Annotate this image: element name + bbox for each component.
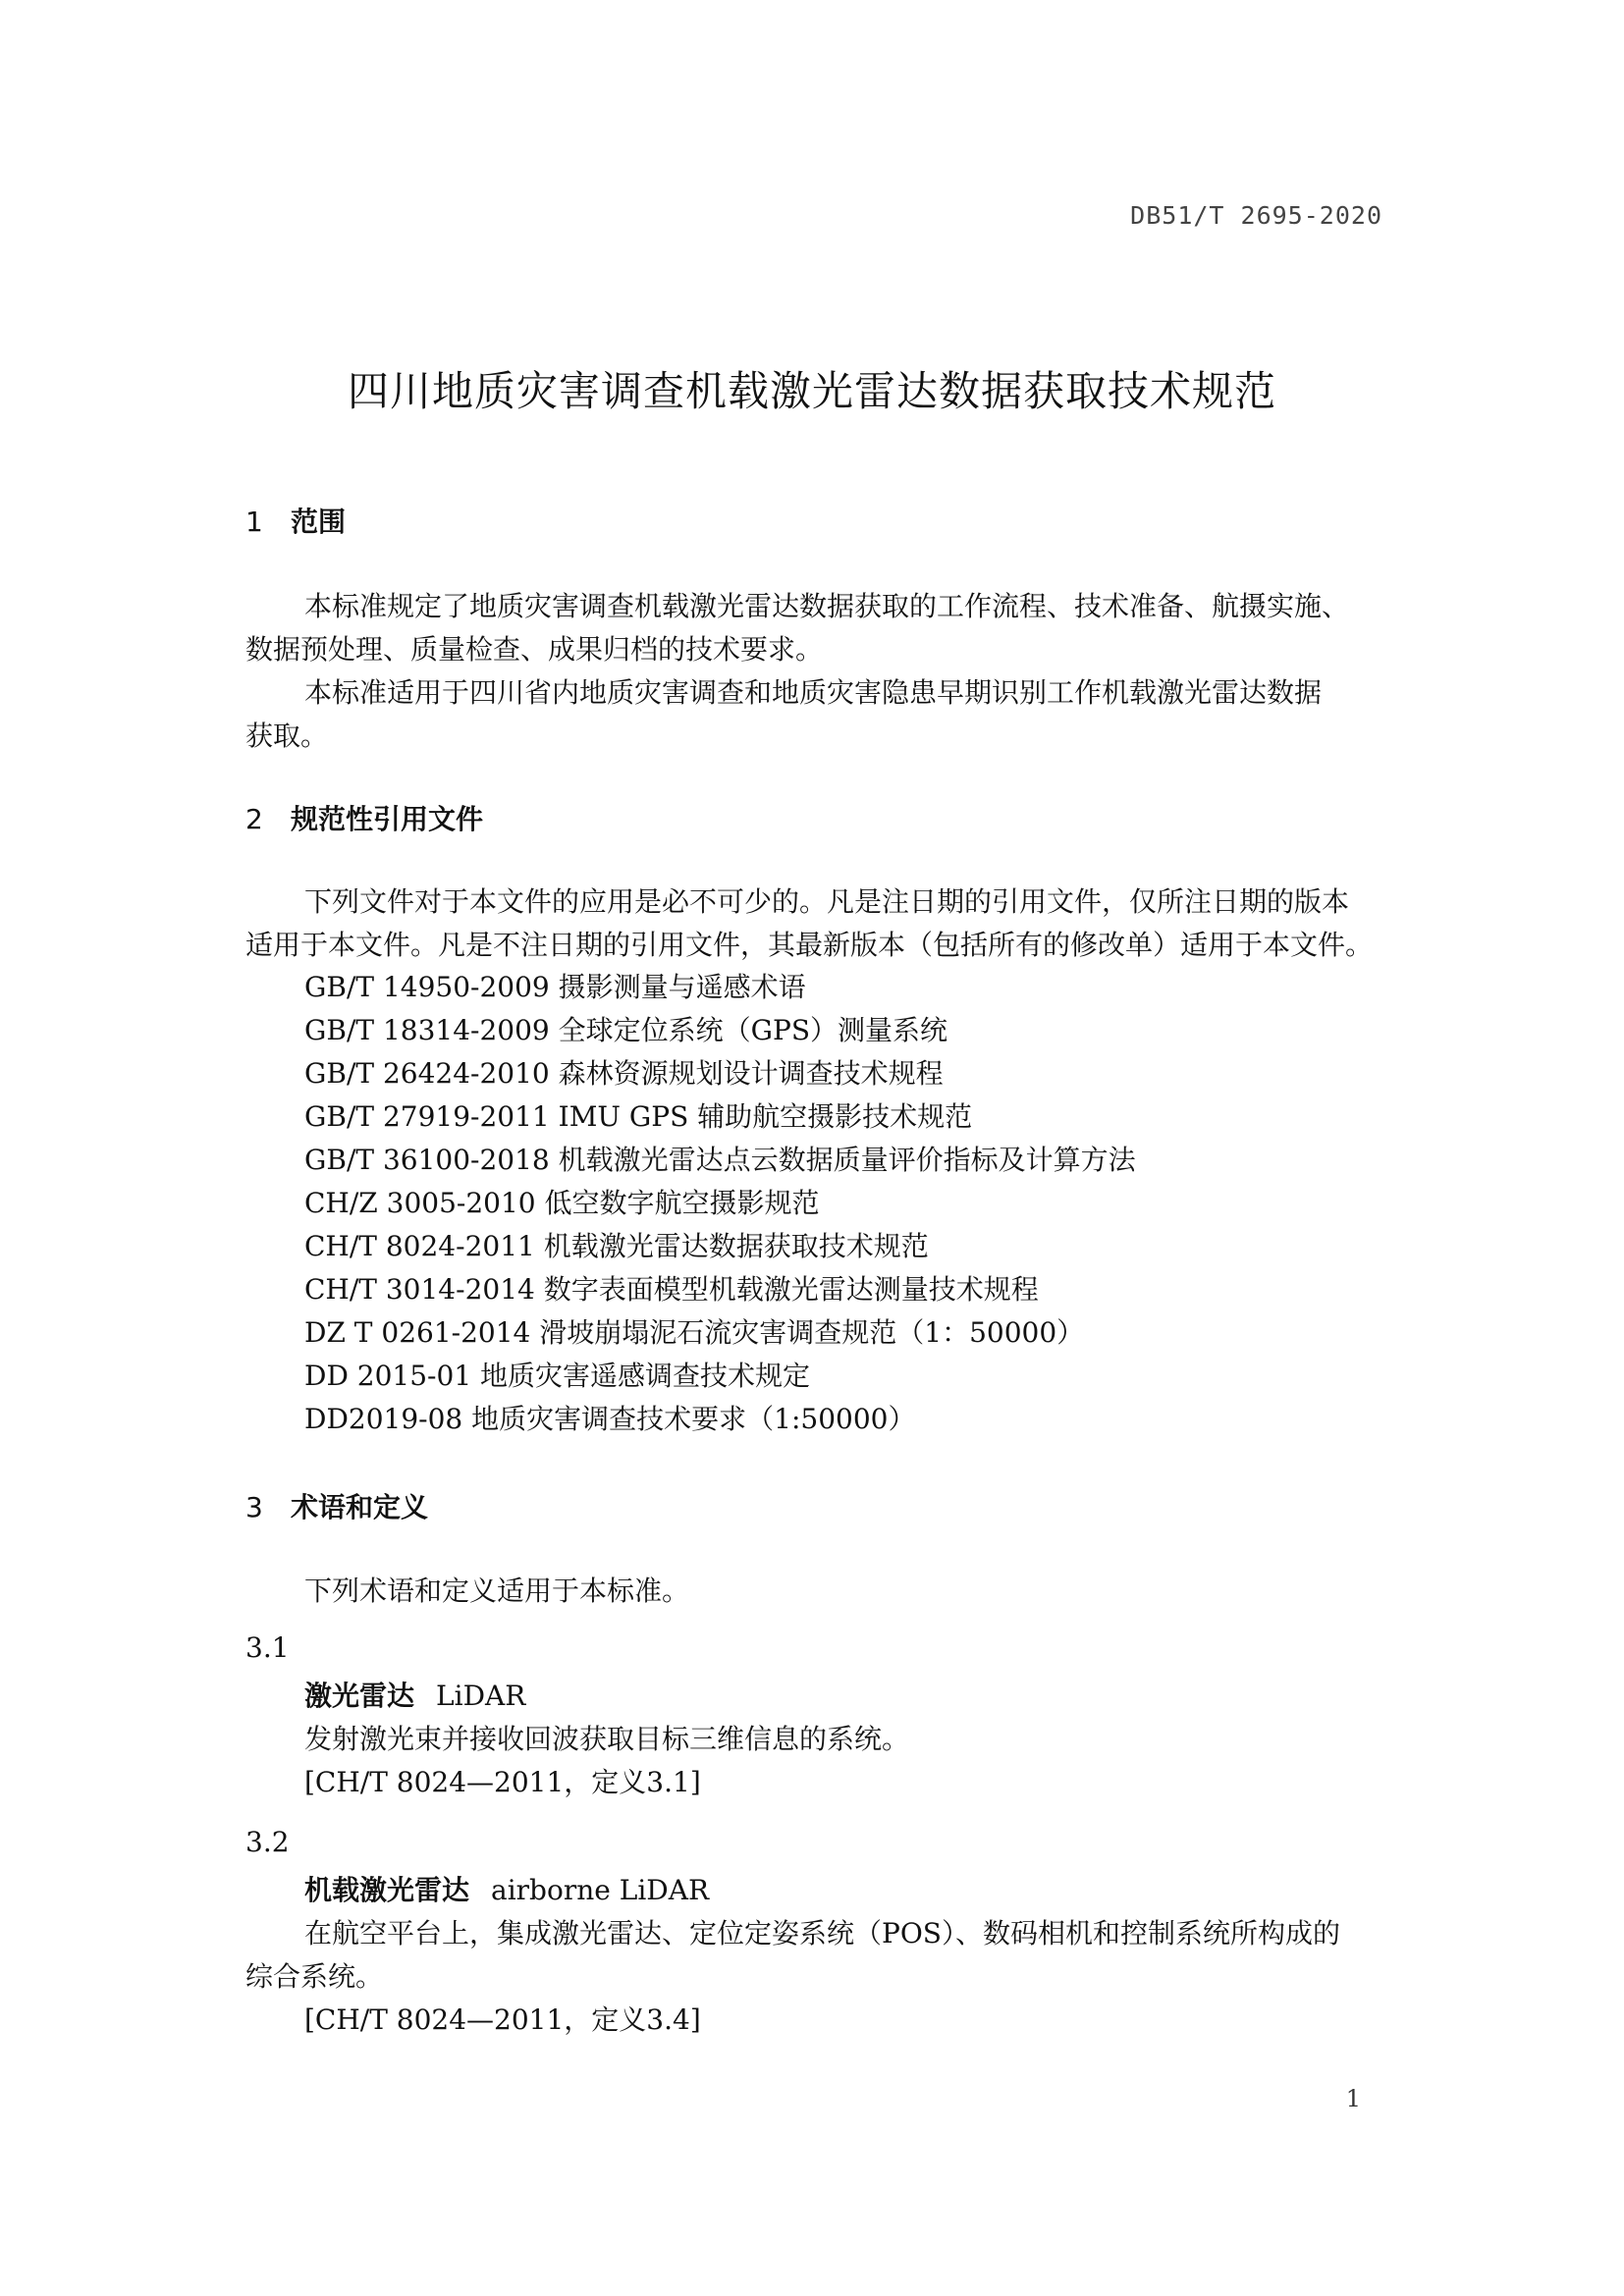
term-heading bbox=[304, 1869, 709, 1908]
section-title: 范围 bbox=[291, 506, 347, 538]
reference-item: DZ T 0261-2014 滑坡崩塌泥石流灾害调查规范（1：50000） bbox=[304, 1316, 1085, 1349]
page-number: 1 bbox=[1345, 2085, 1361, 2112]
paragraph-line: 数据预处理、质量检查、成果归档的技术要求。 bbox=[245, 633, 824, 666]
reference-item: GB/T 14950-2009 摄影测量与遥感术语 bbox=[304, 971, 806, 1003]
term-english: LiDAR bbox=[436, 1680, 526, 1712]
reference-item: GB/T 36100-2018 机载激光雷达点云数据质量评价指标及计算方法 bbox=[304, 1144, 1136, 1176]
term-definition-continued: 综合系统。 bbox=[245, 1960, 384, 1993]
term-chinese: 激光雷达 bbox=[304, 1680, 415, 1712]
term-source: [CH/T 8024—2011，定义3.4] bbox=[304, 2003, 701, 2036]
reference-item: GB/T 27919-2011 IMU GPS 辅助航空摄影技术规范 bbox=[304, 1100, 973, 1133]
term-heading bbox=[304, 1675, 525, 1714]
paragraph-line: 本标准适用于四川省内地质灾害调查和地质灾害隐患早期识别工作机载激光雷达数据 bbox=[304, 676, 1323, 709]
paragraph-line: 获取。 bbox=[245, 720, 329, 752]
reference-item: GB/T 26424-2010 森林资源规划设计调查技术规程 bbox=[304, 1057, 944, 1090]
term-definition: 发射激光束并接收回波获取目标三维信息的系统。 bbox=[304, 1723, 910, 1755]
paragraph-line: 适用于本文件。凡是不注日期的引用文件，其最新版本（包括所有的修改单）适用于本文件。 bbox=[245, 929, 1374, 961]
document-code: DB51/T 2695-2020 bbox=[1130, 201, 1382, 230]
section-number: 1 bbox=[245, 506, 263, 538]
paragraph-line: 下列文件对于本文件的应用是必不可少的。凡是注日期的引用文件，仅所注日期的版本 bbox=[304, 885, 1350, 918]
reference-item: CH/T 3014-2014 数字表面模型机载激光雷达测量技术规程 bbox=[304, 1273, 1039, 1306]
reference-item: DD2019-08 地质灾害调查技术要求（1:50000） bbox=[304, 1403, 916, 1435]
section-3-heading bbox=[245, 1486, 428, 1525]
section-number: 2 bbox=[245, 803, 263, 835]
normative-references-list bbox=[304, 966, 1136, 1441]
document-title: 四川地质灾害调查机载激光雷达数据获取技术规范 bbox=[347, 367, 1276, 415]
term-english: airborne LiDAR bbox=[491, 1874, 710, 1906]
reference-item: GB/T 18314-2009 全球定位系统（GPS）测量系统 bbox=[304, 1014, 948, 1046]
reference-item: DD 2015-01 地质灾害遥感调查技术规定 bbox=[304, 1360, 811, 1392]
term-number: 3.2 bbox=[245, 1826, 290, 1858]
paragraph-line: 本标准规定了地质灾害调查机载激光雷达数据获取的工作流程、技术准备、航摄实施、 bbox=[304, 590, 1350, 622]
section-title: 术语和定义 bbox=[291, 1491, 429, 1523]
term-source: [CH/T 8024—2011，定义3.1] bbox=[304, 1766, 701, 1798]
section-1-heading bbox=[245, 501, 346, 540]
section-title: 规范性引用文件 bbox=[291, 803, 484, 835]
reference-item: CH/Z 3005-2010 低空数字航空摄影规范 bbox=[304, 1187, 820, 1219]
paragraph-line: 下列术语和定义适用于本标准。 bbox=[304, 1575, 690, 1607]
section-2-heading bbox=[245, 798, 483, 837]
term-definition: 在航空平台上，集成激光雷达、定位定姿系统（POS）、数码相机和控制系统所构成的 bbox=[304, 1917, 1340, 1949]
term-number: 3.1 bbox=[245, 1631, 290, 1664]
term-chinese: 机载激光雷达 bbox=[304, 1874, 470, 1906]
reference-item: CH/T 8024-2011 机载激光雷达数据获取技术规范 bbox=[304, 1230, 929, 1262]
section-number: 3 bbox=[245, 1491, 263, 1523]
